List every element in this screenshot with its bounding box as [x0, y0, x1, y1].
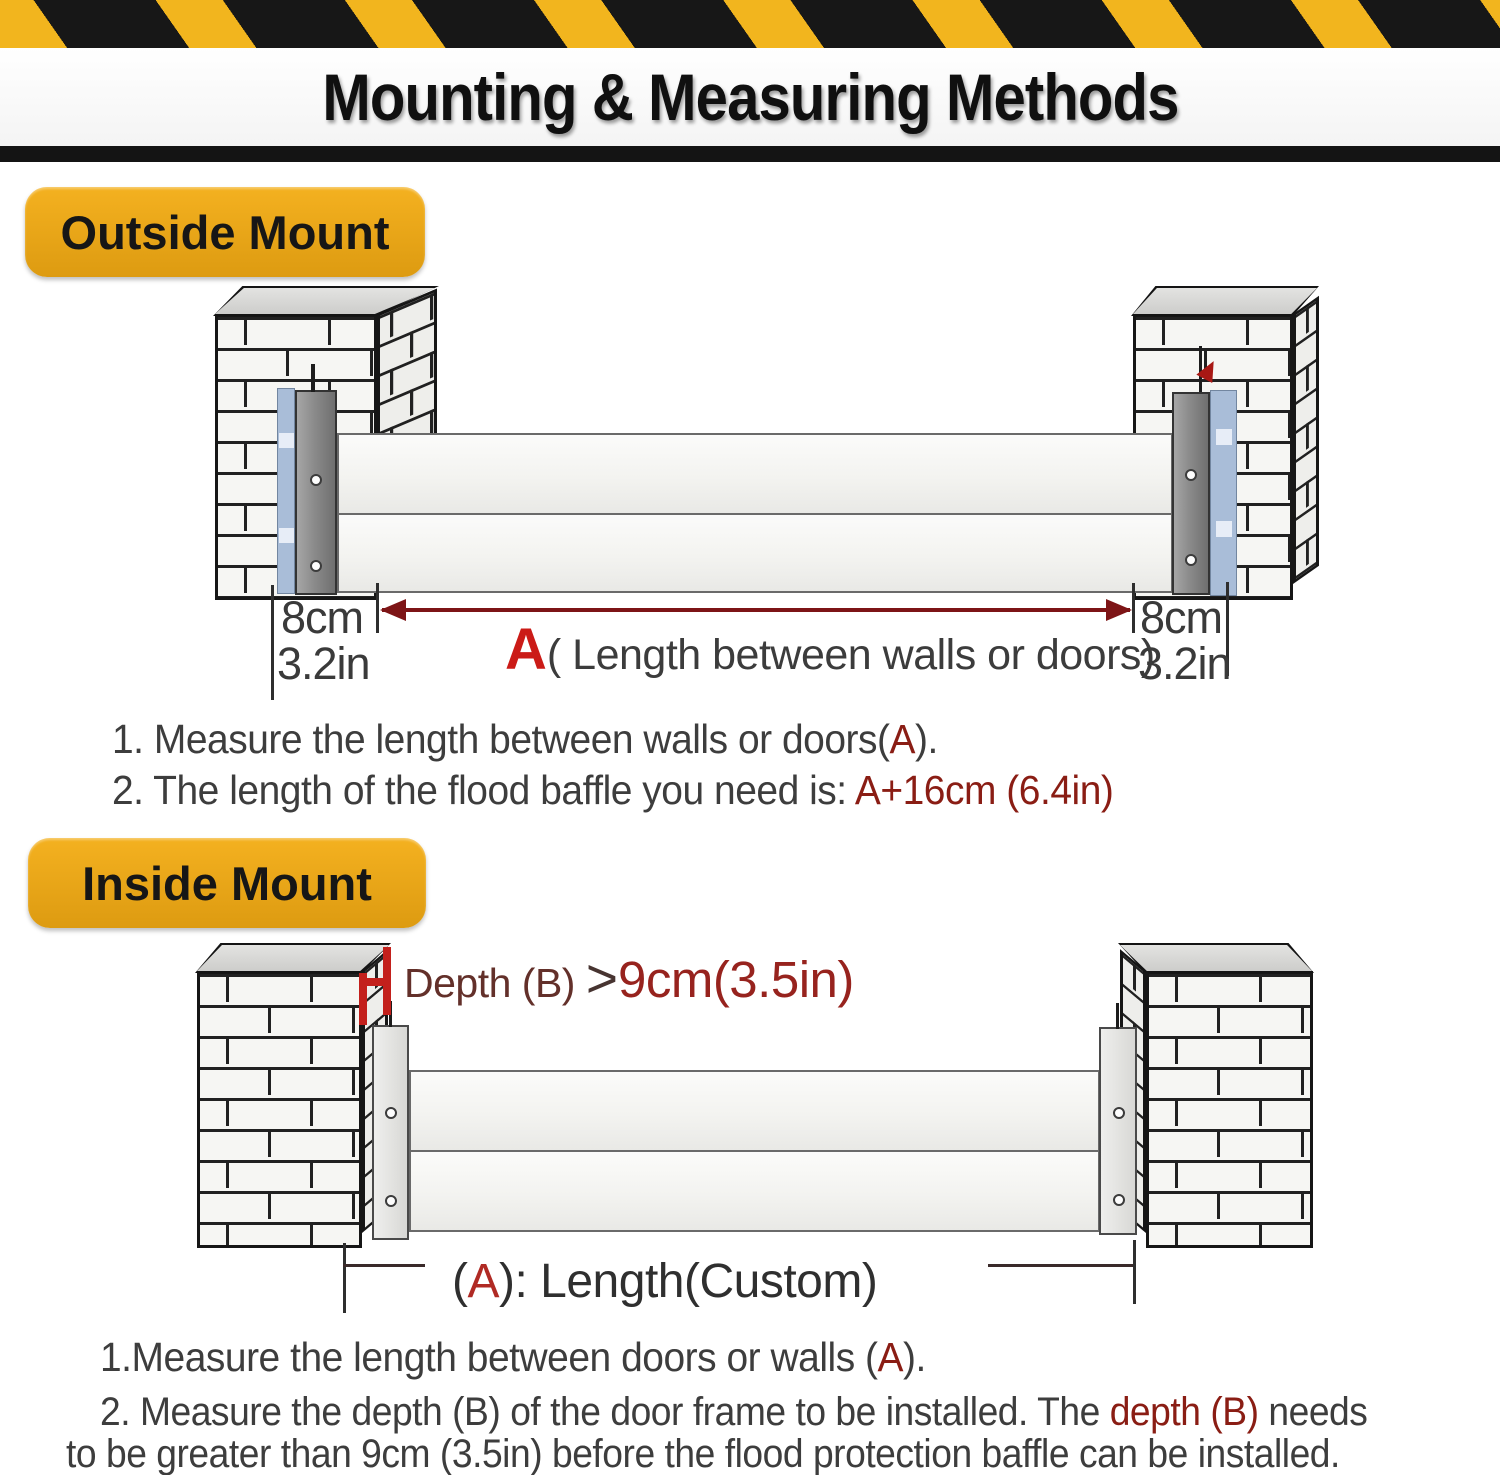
- seal-tab: [279, 528, 294, 543]
- outside-mount-label: Outside Mount: [60, 205, 390, 259]
- overlap-cm-right: 8cm: [1140, 592, 1223, 643]
- brick-front-face: [1146, 971, 1313, 1248]
- screw-hole: [310, 560, 322, 572]
- dimension-tick: [376, 583, 379, 633]
- seal-tab: [279, 433, 294, 448]
- dimension-tick: [1133, 1240, 1136, 1304]
- wall-side-face: [1293, 296, 1319, 584]
- seal-tab: [1216, 429, 1232, 445]
- length-a-label: A( Length between walls or doors): [505, 617, 1155, 682]
- screw-hole: [385, 1107, 397, 1119]
- anchor-pin: [311, 364, 315, 392]
- screw-hole: [385, 1195, 397, 1207]
- custom-length-label: (A): Length(Custom): [452, 1255, 878, 1308]
- inside-step-1: 1.Measure the length between doors or walls (A).: [100, 1334, 926, 1380]
- mounting-channel: [1099, 1027, 1137, 1235]
- flood-barrier-panel: [409, 1150, 1100, 1232]
- inside-step-2-line-2: to be greater than 9cm (3.5in) before the flood protection baffle can be installed.: [66, 1432, 1340, 1475]
- dimension-tick: [343, 1243, 346, 1313]
- flood-barrier-panel: [337, 513, 1173, 593]
- inside-step-2-line-1: 2. Measure the depth (B) of the door frame to be installed. The depth (B) needs: [100, 1390, 1368, 1434]
- dimension-tick: [271, 585, 274, 700]
- title-band: [0, 48, 1500, 146]
- screw-hole: [1113, 1194, 1125, 1206]
- pillar-top-cap: [195, 943, 391, 973]
- seal-tab: [1216, 521, 1232, 537]
- length-a-symbol: A: [505, 617, 547, 682]
- outside-step-1: 1. Measure the length between walls or doors(A).: [112, 716, 938, 762]
- flood-barrier-panel: [337, 433, 1173, 515]
- mounting-channel: [1172, 392, 1210, 595]
- screw-hole: [1113, 1107, 1125, 1119]
- mounting-channel: [372, 1025, 409, 1240]
- overlap-cm-left: 8cm: [281, 592, 364, 643]
- brick-front-face: [197, 971, 362, 1248]
- seal-strip: [1210, 390, 1237, 596]
- mounting-channel: [295, 390, 337, 595]
- arrowhead-left-icon: [380, 599, 406, 621]
- caution-tape-stripe: [0, 0, 1500, 48]
- overlap-in-left: 3.2in: [277, 638, 370, 689]
- flood-barrier-panel: [409, 1070, 1100, 1152]
- outside-mount-badge: [25, 187, 425, 277]
- pillar-top-cap: [1131, 286, 1319, 316]
- seal-strip: [277, 388, 295, 594]
- pillar-top-cap: [1118, 943, 1314, 973]
- outside-step-2: 2. The length of the flood baffle you need is: A+16cm (6.4in): [112, 767, 1114, 813]
- screw-hole: [1185, 554, 1197, 566]
- depth-label: Depth (B) >9cm(3.5in): [404, 947, 854, 1009]
- depth-bar-cross: [359, 978, 391, 986]
- screw-hole: [310, 474, 322, 486]
- dimension-line: [343, 1264, 425, 1267]
- inside-mount-label: Inside Mount: [82, 856, 372, 910]
- header-divider: [0, 146, 1500, 162]
- screw-hole: [1185, 469, 1197, 481]
- page-title: Mounting & Measuring Methods: [321, 60, 1179, 134]
- dimension-line: [988, 1264, 1135, 1267]
- overlap-in-right: 3.2in: [1138, 638, 1231, 689]
- length-arrow: [382, 608, 1130, 612]
- anchor-pin: [1116, 1003, 1119, 1029]
- inside-mount-badge: [28, 838, 426, 928]
